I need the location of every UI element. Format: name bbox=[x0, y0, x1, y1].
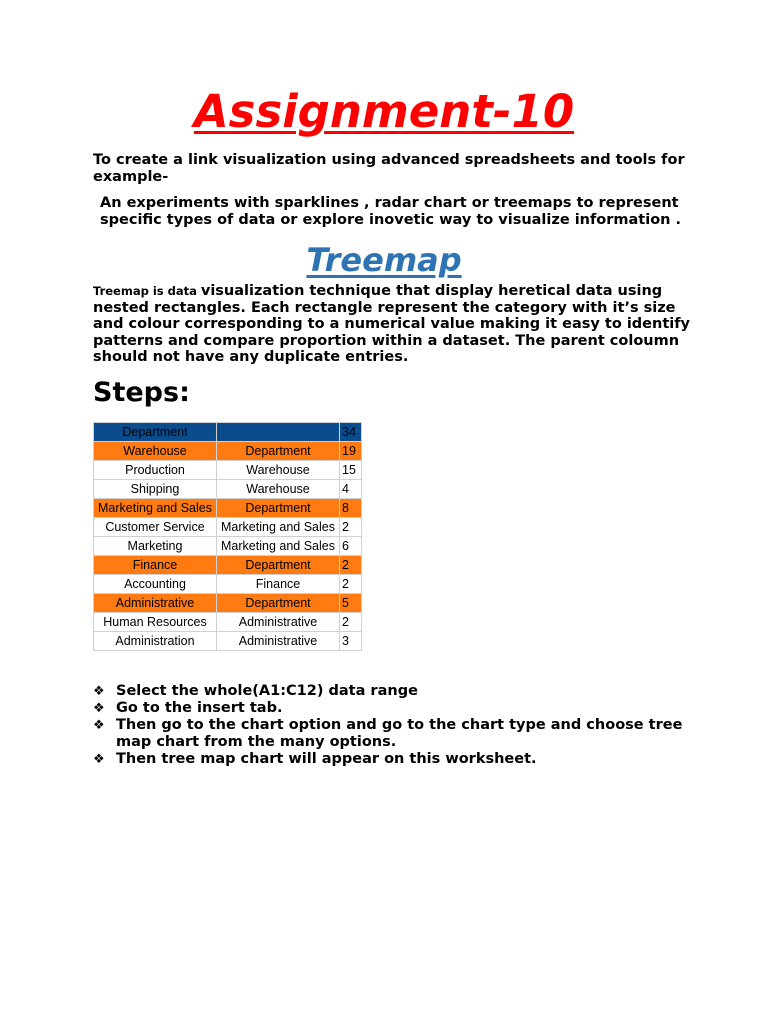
table-row bbox=[94, 480, 362, 499]
table-row bbox=[94, 575, 362, 594]
list-item bbox=[93, 751, 693, 768]
list-item bbox=[93, 717, 693, 751]
table-cell: 4 bbox=[340, 480, 362, 499]
table-cell: 19 bbox=[340, 442, 362, 461]
table-cell: 8 bbox=[340, 499, 362, 518]
treemap-body: visualization technique that display heretical data using nested rectangles. Each rectangle represent the category with it’s size and colour corresponding to a numerical value making it easy to identify patterns and compare proportion within a dataset. The parent coloumn should not have any duplicate entries. bbox=[93, 283, 690, 365]
table-cell: Marketing and Sales bbox=[217, 518, 340, 537]
table-cell: Marketing bbox=[94, 537, 217, 556]
diamond-bullet-icon: ❖ bbox=[93, 718, 105, 733]
table-cell: Department bbox=[217, 442, 340, 461]
table-cell: Department bbox=[94, 423, 217, 442]
table-cell: 5 bbox=[340, 594, 362, 613]
table-row bbox=[94, 632, 362, 651]
table-cell: 2 bbox=[340, 613, 362, 632]
table-cell: Administrative bbox=[94, 594, 217, 613]
table-cell: 6 bbox=[340, 537, 362, 556]
diamond-bullet-icon: ❖ bbox=[93, 701, 105, 716]
table-row bbox=[94, 537, 362, 556]
table-cell: Shipping bbox=[94, 480, 217, 499]
table-cell: Department bbox=[217, 594, 340, 613]
treemap-lead: Treemap is data bbox=[93, 284, 201, 298]
table-row bbox=[94, 613, 362, 632]
table-cell: 2 bbox=[340, 556, 362, 575]
treemap-heading: Treemap bbox=[306, 241, 462, 279]
table-cell: 15 bbox=[340, 461, 362, 480]
table-cell: Marketing and Sales bbox=[217, 537, 340, 556]
steps-list bbox=[93, 683, 693, 768]
diamond-bullet-icon: ❖ bbox=[93, 752, 105, 767]
table-row bbox=[94, 594, 362, 613]
table-cell: Accounting bbox=[94, 575, 217, 594]
step-text: Go to the insert tab. bbox=[116, 700, 283, 716]
table-cell: Human Resources bbox=[94, 613, 217, 632]
table-row bbox=[94, 423, 362, 442]
table-row bbox=[94, 442, 362, 461]
table-cell: 2 bbox=[340, 518, 362, 537]
table-row bbox=[94, 556, 362, 575]
table-row bbox=[94, 499, 362, 518]
step-text: Then go to the chart option and go to the chart type and choose tree map chart from the many options. bbox=[116, 717, 683, 750]
step-text: Select the whole(A1:C12) data range bbox=[116, 683, 418, 699]
list-item bbox=[93, 700, 693, 717]
table-row bbox=[94, 518, 362, 537]
page-title: Assignment-10 bbox=[193, 85, 575, 138]
table-cell: Department bbox=[217, 556, 340, 575]
treemap-paragraph bbox=[93, 283, 693, 366]
table-cell: Department bbox=[217, 499, 340, 518]
table-cell: 34 bbox=[340, 423, 362, 442]
department-table bbox=[93, 422, 362, 651]
table-cell: Marketing and Sales bbox=[94, 499, 217, 518]
table-cell: Finance bbox=[217, 575, 340, 594]
table-cell: Finance bbox=[94, 556, 217, 575]
diamond-bullet-icon: ❖ bbox=[93, 684, 105, 699]
table-row bbox=[94, 461, 362, 480]
table-cell: Administration bbox=[94, 632, 217, 651]
table-cell: Customer Service bbox=[94, 518, 217, 537]
table-cell: Warehouse bbox=[217, 480, 340, 499]
table-cell: Warehouse bbox=[94, 442, 217, 461]
steps-heading: Steps: bbox=[93, 377, 190, 408]
table-cell bbox=[217, 423, 340, 442]
intro-paragraph: To create a link visualization using advanced spreadsheets and tools for example- bbox=[93, 152, 685, 185]
step-text: Then tree map chart will appear on this worksheet. bbox=[116, 751, 537, 767]
table-cell: Warehouse bbox=[217, 461, 340, 480]
list-item bbox=[93, 683, 693, 700]
table-cell: Administrative bbox=[217, 632, 340, 651]
table-cell: Administrative bbox=[217, 613, 340, 632]
table-cell: Production bbox=[94, 461, 217, 480]
table-cell: 3 bbox=[340, 632, 362, 651]
experiment-paragraph: An experiments with sparklines , radar chart or treemaps to represent specific types of data or explore inovetic way to visualize information . bbox=[100, 195, 682, 228]
table-cell: 2 bbox=[340, 575, 362, 594]
